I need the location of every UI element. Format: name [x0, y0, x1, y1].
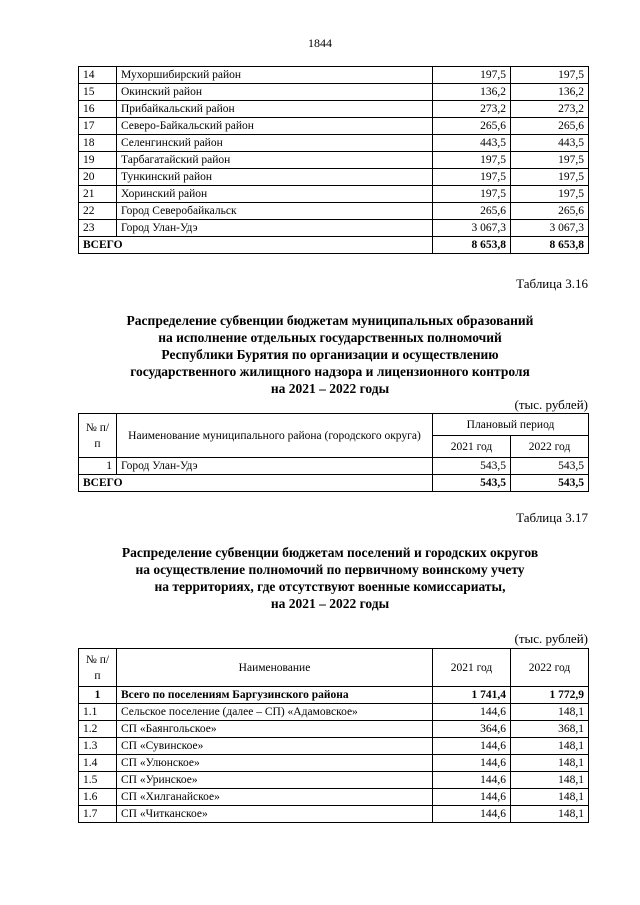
row-value-2022: 265,6 [511, 203, 589, 220]
row-number: 22 [79, 203, 117, 220]
row-number: 1.2 [79, 721, 117, 738]
table-row [79, 704, 589, 721]
header-name: Наименование муниципального района (городского округа) [117, 414, 433, 458]
table-row [79, 101, 589, 118]
row-name: Всего по поселениям Баргузинского района [117, 687, 433, 704]
header-num: № п/п [79, 649, 117, 687]
row-number: 21 [79, 186, 117, 203]
row-value-2021: 144,6 [433, 738, 511, 755]
table-3-16 [78, 413, 589, 492]
unit-label-3-16: (тыс. рублей) [514, 397, 588, 412]
table-row [79, 738, 589, 755]
table-row [79, 84, 589, 101]
table-continued [78, 66, 589, 254]
row-name: Город Улан-Удэ [117, 458, 433, 475]
header-name: Наименование [117, 649, 433, 687]
table-row [79, 169, 589, 186]
row-value-2022: 197,5 [511, 186, 589, 203]
row-value-2021: 144,6 [433, 789, 511, 806]
row-name: СП «Баянгольское» [117, 721, 433, 738]
row-value-2022: 148,1 [511, 755, 589, 772]
header-2022: 2022 год [511, 649, 589, 687]
row-value-2021: 273,2 [433, 101, 511, 118]
title-line: на 2021 – 2022 годы [270, 381, 390, 396]
unit-label-3-17: (тыс. рублей) [514, 631, 588, 646]
row-value-2021: 144,6 [433, 704, 511, 721]
total-row [79, 475, 589, 492]
total-value-2021: 543,5 [433, 475, 511, 492]
table-row [79, 135, 589, 152]
row-value-2021: 265,6 [433, 118, 511, 135]
row-number: 1.1 [79, 704, 117, 721]
row-number: 1.5 [79, 772, 117, 789]
title-line: Республики Бурятия по организации и осуществлению [161, 347, 499, 362]
table-row [79, 118, 589, 135]
row-name: СП «Хилганайское» [117, 789, 433, 806]
title-3-16 [60, 312, 600, 397]
row-value-2022: 197,5 [511, 67, 589, 84]
row-number: 1.6 [79, 789, 117, 806]
row-name: СП «Сувинское» [117, 738, 433, 755]
title-line: на исполнение отдельных государственных полномочий [158, 330, 502, 345]
row-value-2022: 273,2 [511, 101, 589, 118]
row-number: 17 [79, 118, 117, 135]
table-row [79, 67, 589, 84]
row-name: Северо-Байкальский район [117, 118, 433, 135]
row-value-2022: 265,6 [511, 118, 589, 135]
row-value-2022: 197,5 [511, 169, 589, 186]
table-row [79, 152, 589, 169]
row-name: Тарбагатайский район [117, 152, 433, 169]
row-name: СП «Улюнское» [117, 755, 433, 772]
row-name: Хоринский район [117, 186, 433, 203]
header-2022: 2022 год [511, 436, 589, 458]
total-label: ВСЕГО [79, 237, 433, 254]
row-value-2022: 368,1 [511, 721, 589, 738]
table-row [79, 220, 589, 237]
table-row [79, 789, 589, 806]
row-value-2022: 1 772,9 [511, 687, 589, 704]
row-value-2021: 197,5 [433, 169, 511, 186]
row-value-2021: 1 741,4 [433, 687, 511, 704]
row-value-2022: 148,1 [511, 772, 589, 789]
total-label: ВСЕГО [79, 475, 433, 492]
title-line: Распределение субвенции бюджетам муниципальных образований [126, 313, 534, 328]
row-name: Тункинский район [117, 169, 433, 186]
total-value-2021: 8 653,8 [433, 237, 511, 254]
row-number: 1.7 [79, 806, 117, 823]
row-value-2022: 3 067,3 [511, 220, 589, 237]
row-value-2022: 543,5 [511, 458, 589, 475]
row-value-2021: 144,6 [433, 755, 511, 772]
title-line: на осуществление полномочий по первичному воинскому учету [135, 562, 525, 577]
table-row [79, 806, 589, 823]
row-value-2021: 144,6 [433, 772, 511, 789]
total-row [79, 237, 589, 254]
title-line: на 2021 – 2022 годы [270, 596, 390, 611]
row-name: Мухоршибирский район [117, 67, 433, 84]
row-number: 16 [79, 101, 117, 118]
table-row [79, 458, 589, 475]
table-row [79, 721, 589, 738]
header-num: № п/п [79, 414, 117, 458]
table-row [79, 186, 589, 203]
header-2021: 2021 год [433, 649, 511, 687]
row-number: 19 [79, 152, 117, 169]
row-value-2022: 148,1 [511, 704, 589, 721]
title-line: государственного жилищного надзора и лицензионного контроля [130, 364, 530, 379]
row-name: Прибайкальский район [117, 101, 433, 118]
row-value-2021: 197,5 [433, 152, 511, 169]
table-row [79, 203, 589, 220]
table-caption-3-17: Таблица 3.17 [516, 510, 588, 525]
row-number: 14 [79, 67, 117, 84]
row-name: Окинский район [117, 84, 433, 101]
row-number: 18 [79, 135, 117, 152]
row-number: 15 [79, 84, 117, 101]
row-value-2021: 364,6 [433, 721, 511, 738]
row-name: СП «Читканское» [117, 806, 433, 823]
title-3-17 [60, 544, 600, 612]
table-3-17 [78, 648, 589, 823]
table-row [79, 755, 589, 772]
row-value-2022: 136,2 [511, 84, 589, 101]
row-value-2021: 144,6 [433, 806, 511, 823]
row-number: 1.4 [79, 755, 117, 772]
title-line: Распределение субвенции бюджетам поселений и городских округов [121, 545, 539, 560]
total-value-2022: 543,5 [511, 475, 589, 492]
row-value-2022: 197,5 [511, 152, 589, 169]
row-value-2022: 148,1 [511, 738, 589, 755]
title-line: на территориях, где отсутствуют военные комиссариаты, [154, 579, 506, 594]
row-value-2021: 265,6 [433, 203, 511, 220]
row-name: Город Северобайкальск [117, 203, 433, 220]
row-value-2021: 197,5 [433, 67, 511, 84]
row-number: 1 [79, 687, 117, 704]
row-value-2022: 443,5 [511, 135, 589, 152]
group-row [79, 687, 589, 704]
table-row [79, 772, 589, 789]
row-value-2021: 136,2 [433, 84, 511, 101]
table-caption-3-16: Таблица 3.16 [516, 276, 588, 291]
row-value-2021: 443,5 [433, 135, 511, 152]
row-number: 1 [79, 458, 117, 475]
total-value-2022: 8 653,8 [511, 237, 589, 254]
row-value-2021: 197,5 [433, 186, 511, 203]
row-name: Селенгинский район [117, 135, 433, 152]
page-number: 1844 [308, 36, 332, 50]
row-number: 1.3 [79, 738, 117, 755]
row-value-2021: 3 067,3 [433, 220, 511, 237]
header-2021: 2021 год [433, 436, 511, 458]
row-name: Город Улан-Удэ [117, 220, 433, 237]
row-value-2021: 543,5 [433, 458, 511, 475]
row-number: 20 [79, 169, 117, 186]
row-name: СП «Уринское» [117, 772, 433, 789]
row-name: Сельское поселение (далее – СП) «Адамовское» [117, 704, 433, 721]
row-value-2022: 148,1 [511, 789, 589, 806]
row-number: 23 [79, 220, 117, 237]
row-value-2022: 148,1 [511, 806, 589, 823]
header-period: Плановый период [433, 414, 589, 436]
